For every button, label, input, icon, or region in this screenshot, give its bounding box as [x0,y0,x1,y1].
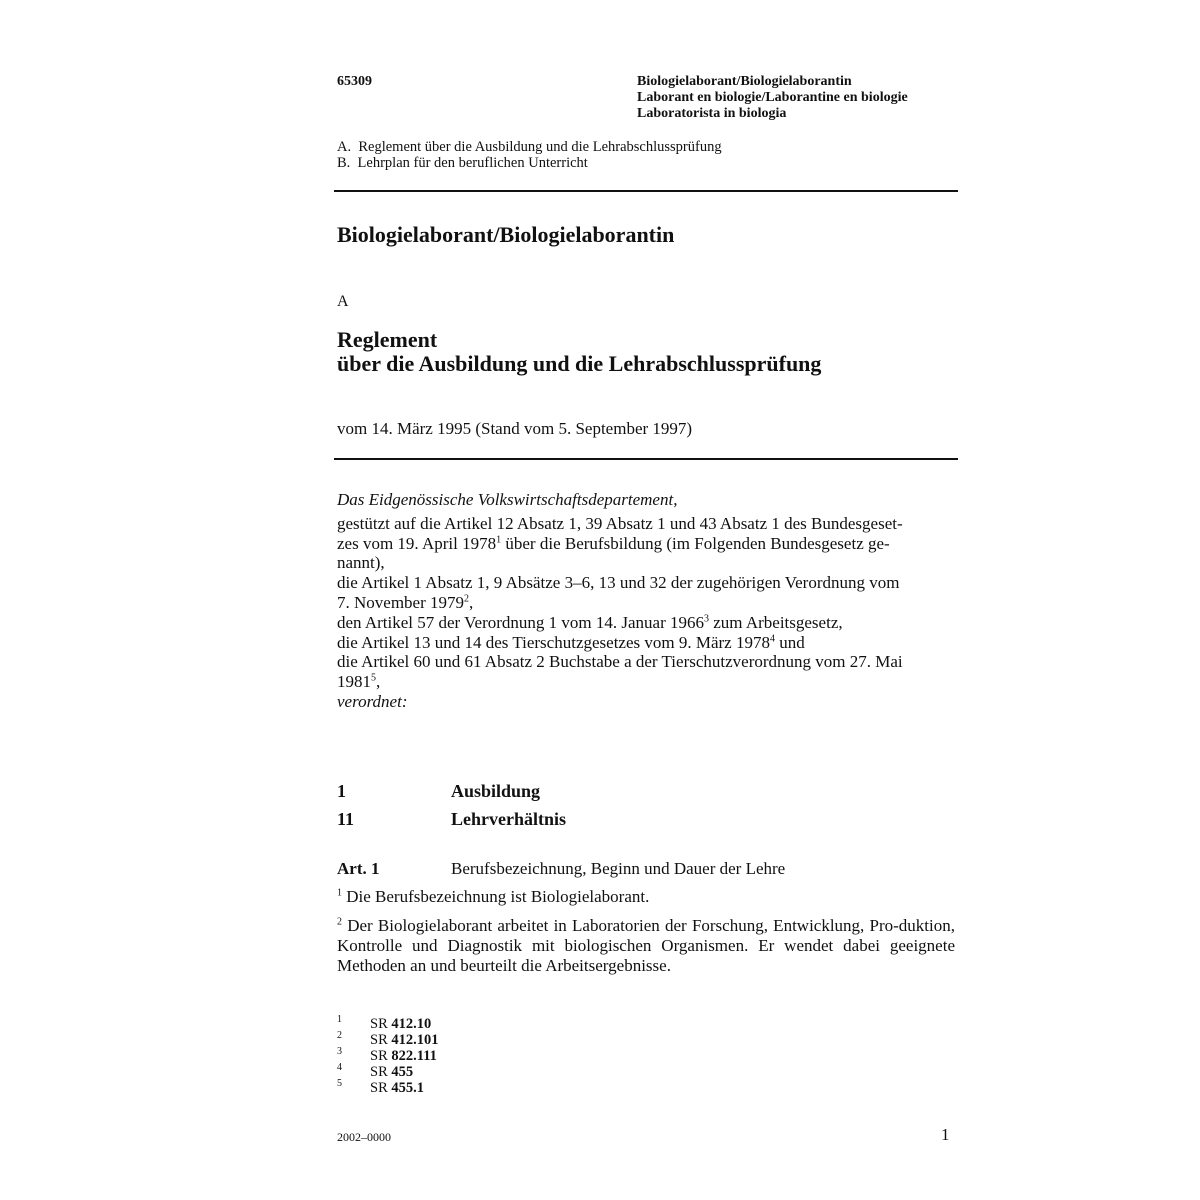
footnote-ref-number: 412.10 [391,1016,432,1032]
preamble-line [337,534,955,554]
footnote-text [370,1080,424,1096]
regulation-title [337,328,821,376]
footnote-prefix: SR [370,1048,392,1064]
preamble-text: 1981 [337,672,371,692]
footnote-ref-number: 455.1 [391,1080,424,1096]
preamble-text: zes vom 19. April 1978 [337,533,497,553]
preamble-line [337,633,955,653]
main-title: Biologielaborant/Biologielaborantin [337,222,675,247]
header-title-fr: Laborant en biologie/Laborantine en biologie [637,90,908,105]
footnote-ref: 2 [464,593,470,605]
preamble [337,490,955,712]
footnote-prefix: SR [370,1032,392,1048]
section-title: Ausbildung [451,781,541,801]
preamble-text: zum Arbeitsgesetz, [709,612,843,632]
document-page [337,0,958,1200]
title-divider [334,458,958,460]
footnote-text [370,1064,413,1080]
footnote-ref-number: 412.101 [391,1032,439,1048]
preamble-closing: verordnet: [337,691,408,711]
footnote-number: 4 [337,1062,342,1073]
preamble-line: nannt), [337,553,385,573]
footer-code: 2002–0000 [337,1130,391,1144]
preamble-line [337,672,955,692]
preamble-line: die Artikel 60 und 61 Absatz 2 Buchstabe a der Tierschutzverordnung vom 27. Mai [337,652,903,672]
paragraph-number: 1 [337,887,342,899]
header-contents [337,139,722,171]
paragraph-number: 2 [337,916,342,928]
header-title-it: Laboratorista in biologia [637,106,787,121]
preamble-text: und [774,632,805,652]
preamble-text: , [376,672,381,692]
preamble-text: den Artikel 57 der Verordnung 1 vom 14. Januar 1966 [337,612,705,632]
contents-item-a: A. Reglement über die Ausbildung und die Lehrabschlussprüfung [337,139,722,155]
header-divider [334,190,958,192]
section-number: 1 [337,781,346,801]
regulation-title-line-1: Reglement [337,327,438,352]
footnote-prefix: SR [370,1080,392,1096]
footnote-text [370,1032,439,1048]
footnote-prefix: SR [370,1016,392,1032]
preamble-text: die Artikel 13 und 14 des Tierschutzgesetzes vom 9. März 1978 [337,632,770,652]
footnote-number: 5 [337,1078,342,1089]
preamble-text: über die Berufsbildung (im Folgenden Bundesgesetz ge- [501,533,890,553]
article-title: Berufsbezeichnung, Beginn und Dauer der Lehre [451,859,786,878]
article-number: Art. 1 [337,859,380,878]
footnote-number: 2 [337,1030,342,1041]
footnote-number: 3 [337,1046,342,1057]
footnote-number: 1 [337,1014,342,1025]
footnote-text [370,1048,437,1064]
article-paragraph-1 [337,887,955,907]
footnote-prefix: SR [370,1064,392,1080]
preamble-line: die Artikel 1 Absatz 1, 9 Absätze 3–6, 13 und 32 der zugehörigen Verordnung vom [337,573,900,593]
page-number: 1 [941,1125,950,1144]
part-letter: A [337,293,349,310]
footnote-text [370,1016,431,1032]
footnote-ref: 5 [371,672,376,684]
section-title: Lehrverhältnis [451,809,566,829]
paragraph-text: Die Berufsbezeichnung ist Biologielaborant. [342,887,650,906]
header-titles [637,74,908,122]
footnote-ref: 1 [496,533,502,545]
footnote-ref: 4 [769,632,775,644]
footnote-ref: 3 [704,613,710,625]
preamble-line [337,593,955,613]
footnote-ref-number: 455 [391,1064,414,1080]
regulation-title-line-2: über die Ausbildung und die Lehrabschlussprüfung [337,351,822,376]
date-line: vom 14. März 1995 (Stand vom 5. September 1997) [337,419,693,438]
contents-item-b: B. Lehrplan für den beruflichen Unterricht [337,155,588,171]
header-title-de: Biologielaborant/Biologielaborantin [637,74,852,89]
preamble-line: gestützt auf die Artikel 12 Absatz 1, 39 Absatz 1 und 43 Absatz 1 des Bundesgeset- [337,513,903,533]
preamble-text: , [469,592,474,612]
footnote-ref-number: 822.111 [391,1048,437,1064]
section-number: 11 [337,809,355,829]
preamble-intro: Das Eidgenössische Volkswirtschaftsdepartement, [337,490,678,509]
article-paragraph-2 [337,916,955,976]
paragraph-text: Der Biologielaborant arbeitet in Laboratorien der Forschung, Entwicklung, Pro-duktion, Kontrolle und Diagnostik mit biologischen Organismen. Er wendet dabei geeignete Methoden an und beurteilt die Arbeitsergebnisse. [337,916,955,975]
preamble-text: 7. November 1979 [337,592,465,612]
document-code: 65309 [337,74,372,89]
preamble-line [337,613,955,633]
